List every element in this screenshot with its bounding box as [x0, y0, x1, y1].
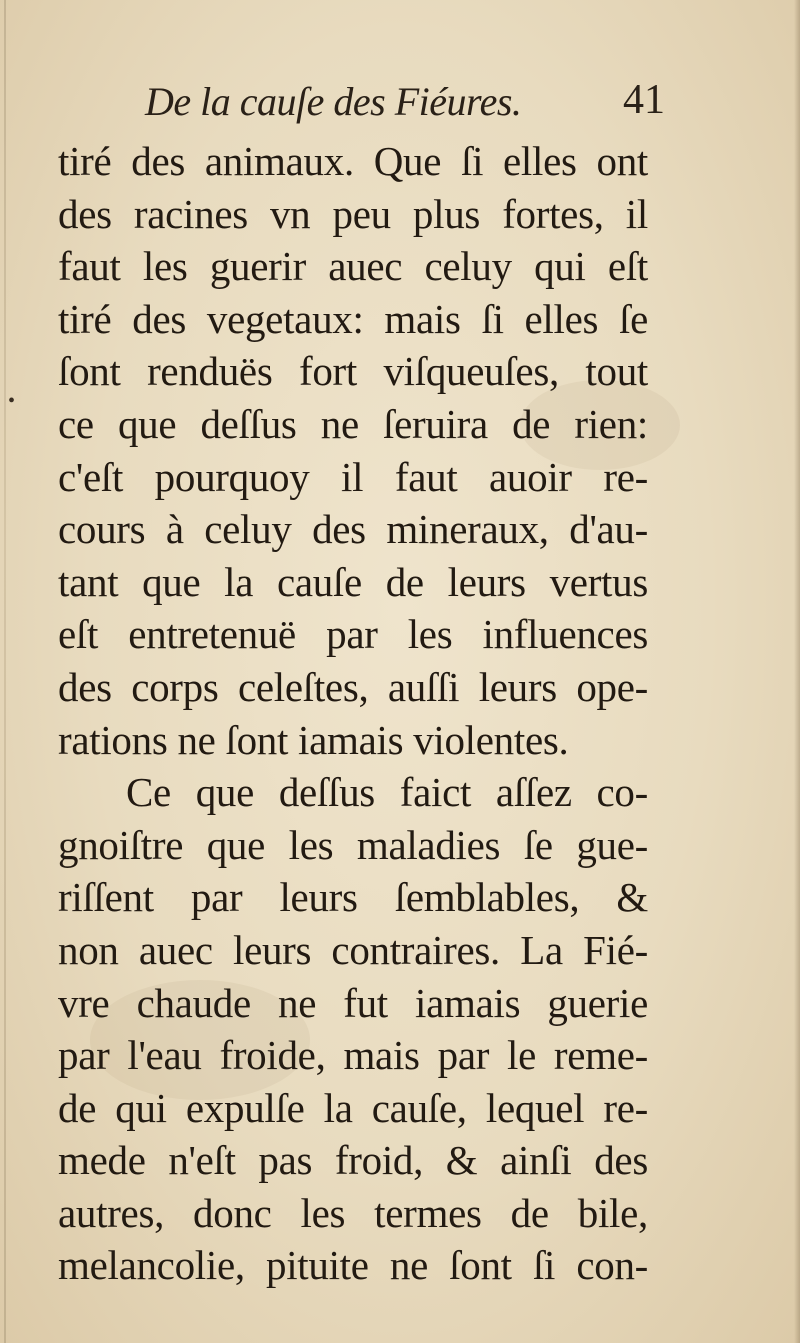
text-line: par l'eau froide, mais par le reme-: [58, 1032, 648, 1079]
text-line: tant que la cauſe de leurs vertus: [58, 558, 648, 605]
text-line: gnoiſtre que les maladies ſe gue-: [58, 821, 648, 868]
page-gutter-edge: [4, 0, 6, 1343]
text-line: ce que deſſus ne ſeruira de rien:: [58, 400, 648, 447]
text-line: cours à celuy des mineraux, d'au-: [58, 506, 648, 553]
margin-mark: •: [8, 390, 16, 412]
text-line: mede n'eſt pas froid, & ainſi des: [58, 1137, 648, 1184]
body-text: [58, 135, 648, 1292]
text-line: tiré des vegetaux: mais ſi elles ſe: [58, 295, 648, 342]
text-line: rations ne ſont iamais violentes.: [58, 716, 569, 763]
text-line: faut les guerir auec celuy qui eſt: [58, 243, 648, 290]
text-line: de qui expulſe la cauſe, lequel re-: [58, 1084, 648, 1131]
text-line: riſſent par leurs ſemblables, &: [58, 874, 648, 921]
text-line: des corps celeſtes, auſſi leurs ope-: [58, 663, 648, 710]
text-line: ſont renduës fort viſqueuſes, tout: [58, 348, 648, 395]
running-title: De la cauſe des Fiéures.: [145, 79, 522, 124]
text-line: vre chaude ne fut iamais guerie: [58, 979, 648, 1026]
text-line: melancolie, pituite ne ſont ſi con-: [58, 1242, 648, 1289]
text-line: autres, donc les termes de bile,: [58, 1189, 648, 1236]
text-line: c'eſt pourquoy il faut auoir re-: [58, 453, 648, 500]
page-number: 41: [623, 77, 665, 123]
paragraph-first-line: Ce que deſſus faict aſſez co-: [126, 769, 648, 816]
page-right-edge: [794, 0, 800, 1343]
text-line: non auec leurs contraires. La Fié-: [58, 926, 648, 973]
text-line: tiré des animaux. Que ſi elles ont: [58, 138, 648, 184]
page-header: [145, 78, 665, 128]
text-line: des racines vn peu plus fortes, il: [58, 190, 648, 237]
text-line: eſt entretenuë par les influences: [58, 611, 648, 658]
